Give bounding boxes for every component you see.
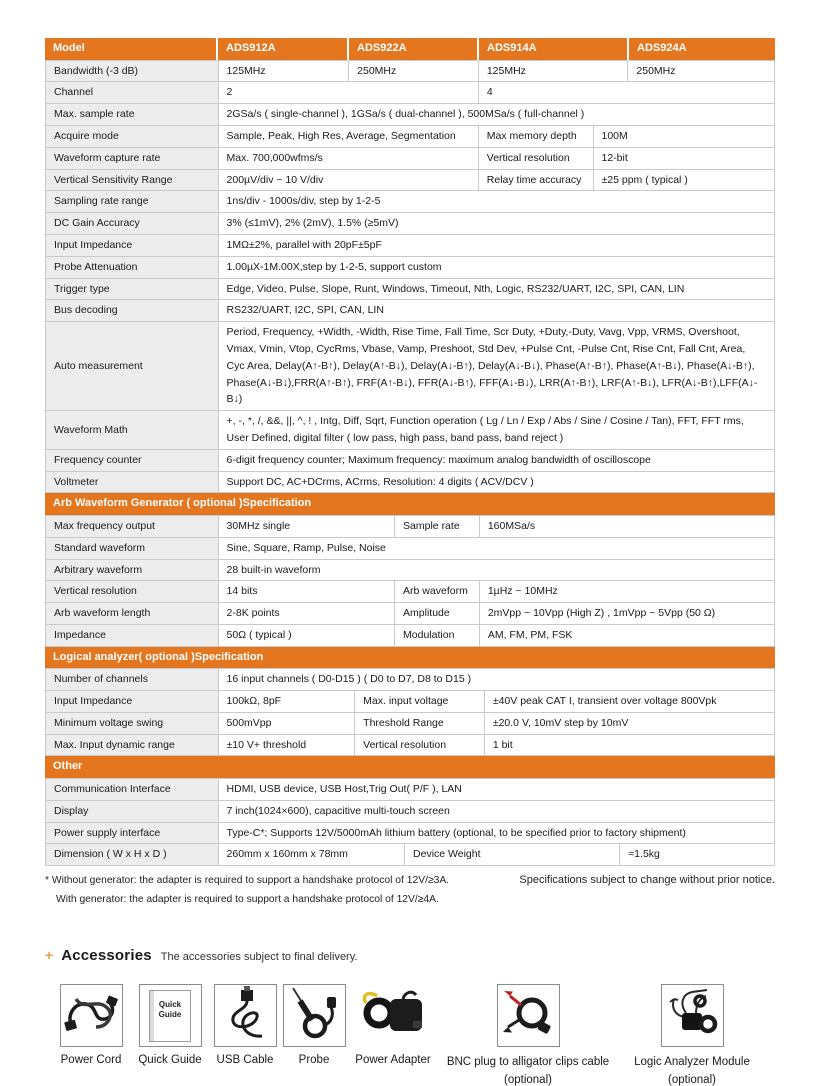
- spec-value: 1.00µX-1M.00X,step by 1-2-5, support custom: [219, 257, 774, 278]
- spec-sub-label: Modulation: [395, 625, 480, 646]
- model-header-cell: Model: [45, 38, 218, 60]
- spec-sub-label: Max memory depth: [479, 126, 594, 147]
- spec-sub-label: Sample rate: [395, 516, 480, 537]
- spec-label: Waveform capture rate: [46, 148, 219, 169]
- spec-value: 250MHz: [349, 61, 479, 82]
- spec-label: Probe Attenuation: [46, 257, 219, 278]
- spec-value: 160MSa/s: [480, 516, 774, 537]
- spec-value: 2mVpp ~ 10Vpp (High Z) , 1mVpp ~ 5Vpp (50 Ω): [480, 603, 774, 624]
- table-row: [46, 516, 774, 538]
- table-row: [46, 625, 774, 647]
- spec-value: ±40V peak CAT I, transient over voltage 800Vpk: [485, 691, 774, 712]
- spec-label: Standard waveform: [46, 538, 219, 559]
- accessories-row: [45, 984, 775, 1085]
- table-row: [46, 148, 774, 170]
- spec-value: 1 bit: [485, 735, 774, 756]
- spec-label: Sampling rate range: [46, 191, 219, 212]
- spec-sub-label: Device Weight: [405, 844, 620, 865]
- accessory-label: Quick Guide: [138, 1054, 202, 1067]
- spec-value: Period, Frequency, +Width, -Width, Rise Time, Fall Time, Scr Duty, +Duty,-Duty, Vavg, Vpp, VRMS, Overshoot, Vmax, Vmin, Vtop, CycRms, Vbase, Vamp, Preshoot, Std Dev, +Pulse Cnt, -Pulse Cnt, Rise Cnt, Fall Cnt, Area, Cyc Area, Delay(A↑-B↑), Delay(A↑-B↓), Delay(A↓-B↑), Delay(A↓-B↓), Phase(A↑-B↑), Phase(A↑-B↓), Phase(A↓-B↑), Phase(A↓-B↓),FRR(A↑-B↑), FRF(A↑-B↓), FFR(A↓-B↑), FFF(A↓-B↓), LRR(A↑-B↑), LRF(A↑-B↓), LFR(A↓-B↑),LFF(A↓-B↓): [219, 322, 774, 410]
- footnote-without-generator: * Without generator: the adapter is required to support a handshake protocol of 12V/≥3A.: [45, 875, 450, 887]
- spec-value: Type-C*; Supports 12V/5000mAh lithium battery (optional, to be specified prior to factory shipment): [219, 823, 774, 844]
- spec-label: Max. sample rate: [46, 104, 219, 125]
- spec-label: Auto measurement: [46, 322, 219, 410]
- table-row: [46, 779, 774, 801]
- spec-value: 16 input channels ( D0-D15 ) ( D0 to D7, D8 to D15 ): [219, 669, 774, 690]
- power-adapter-icon: [358, 987, 428, 1044]
- section-header-row: [45, 756, 775, 779]
- table-row: [46, 257, 774, 279]
- accessories-heading: [45, 947, 775, 964]
- spec-label: Power supply interface: [46, 823, 219, 844]
- table-row: [46, 713, 774, 735]
- spec-label: Max frequency output: [46, 516, 219, 537]
- accessory-optional-note: (optional): [668, 1073, 716, 1086]
- spec-sub-label: Max. input voltage: [355, 691, 485, 712]
- bnc-cable-icon: [501, 986, 555, 1045]
- table-row: [46, 450, 774, 472]
- spec-label: Number of channels: [46, 669, 219, 690]
- table-row: [46, 560, 774, 582]
- table-row: [46, 669, 774, 691]
- spec-value: 28 built-in waveform: [219, 560, 774, 581]
- table-row: [46, 581, 774, 603]
- spec-value: +, -, *, /, &&, ||, ^, ! , Intg, Diff, Sqrt, Function operation ( Lg / Ln / Exp / Abs / Sine / Cosine / Tan), FFT, FFT rms, User Defined, digital filter ( low pass, high pass, band pass, band reject ): [219, 411, 774, 449]
- table-row: [46, 300, 774, 322]
- accessory-image-box: [283, 984, 346, 1047]
- accessories-title: Accessories: [61, 947, 152, 965]
- table-row: [46, 691, 774, 713]
- accessory-label: Power Adapter: [355, 1054, 431, 1067]
- spec-value: 260mm x 160mm x 78mm: [219, 844, 405, 865]
- accessory-optional-note: (optional): [504, 1073, 552, 1086]
- spec-value: 14 bits: [219, 581, 396, 602]
- quick-guide-cover-text: Quick: [158, 999, 182, 1009]
- table-row: [46, 235, 774, 257]
- table-row: [46, 603, 774, 625]
- spec-label: Impedance: [46, 625, 219, 646]
- spec-sub-label: Threshold Range: [355, 713, 485, 734]
- quick-guide-cover-text: Guide: [158, 1009, 182, 1019]
- plus-icon: +: [45, 947, 54, 964]
- spec-value: 7 inch(1024×600), capacitive multi-touch screen: [219, 801, 774, 822]
- spec-sub-label: Relay time accuracy: [479, 170, 594, 191]
- accessory-item-power-cord: [51, 984, 131, 1066]
- table-row: [46, 801, 774, 823]
- spec-value: 6-digit frequency counter; Maximum frequency: maximum analog bandwidth of oscilloscope: [219, 450, 774, 471]
- spec-label: DC Gain Accuracy: [46, 213, 219, 234]
- spec-value: ±25 ppm ( typical ): [594, 170, 775, 191]
- spec-label: Frequency counter: [46, 450, 219, 471]
- spec-value: ±10 V+ threshold: [219, 735, 356, 756]
- accessory-label: USB Cable: [216, 1054, 274, 1067]
- spec-value: 12-bit: [594, 148, 775, 169]
- spec-value: 1MΩ±2%, parallel with 20pF±5pF: [219, 235, 774, 256]
- accessory-image-box: [362, 984, 425, 1047]
- table-row: [46, 126, 774, 148]
- spec-value: 250MHz: [628, 61, 774, 82]
- table-row: [46, 735, 774, 757]
- power-cord-icon: [63, 990, 119, 1041]
- probe-icon: [287, 985, 341, 1046]
- table-row: [46, 823, 774, 845]
- section-title: Logical analyzer( optional )Specification: [45, 647, 775, 669]
- spec-label: Minimum voltage swing: [46, 713, 219, 734]
- spec-label: Channel: [46, 82, 219, 103]
- spec-label: Bus decoding: [46, 300, 219, 321]
- model-header-cell: ADS914A: [479, 38, 629, 60]
- spec-value: RS232/UART, I2C, SPI, CAN, LIN: [219, 300, 774, 321]
- spec-sub-label: Vertical resolution: [355, 735, 485, 756]
- accessory-item-quick-guide: [131, 984, 209, 1066]
- accessory-item-power-adapter: [347, 984, 439, 1066]
- table-row: [46, 411, 774, 450]
- spec-value: Support DC, AC+DCrms, ACrms, Resolution: 4 digits ( ACV/DCV ): [219, 472, 774, 493]
- table-row: [46, 472, 774, 494]
- accessory-image-box: [60, 984, 123, 1047]
- spec-value: 4: [479, 82, 774, 103]
- accessory-item-bnc-cable: [439, 984, 617, 1085]
- spec-label: Arb waveform length: [46, 603, 219, 624]
- footnotes: [45, 874, 775, 905]
- spec-value: 1ns/div - 1000s/div, step by 1-2-5: [219, 191, 774, 212]
- spec-label: Voltmeter: [46, 472, 219, 493]
- table-row: [46, 538, 774, 560]
- table-row: [46, 104, 774, 126]
- spec-label: Display: [46, 801, 219, 822]
- spec-value: 100M: [594, 126, 775, 147]
- spec-sub-label: Vertical resolution: [479, 148, 594, 169]
- spec-sub-label: Arb waveform: [395, 581, 480, 602]
- logic-analyzer-icon: [665, 986, 719, 1045]
- accessory-label: Probe: [298, 1054, 330, 1067]
- accessory-item-logic-analyzer: [617, 984, 767, 1085]
- spec-value: 2GSa/s ( single-channel ), 1GSa/s ( dual-channel ), 500MSa/s ( full-channel ): [219, 104, 774, 125]
- spec-value: 125MHz: [479, 61, 629, 82]
- accessory-image-box: [214, 984, 277, 1047]
- spec-label: Input Impedance: [46, 235, 219, 256]
- table-row: [46, 279, 774, 301]
- accessories-subtitle: The accessories subject to final delivery.: [160, 951, 358, 964]
- spec-value: 30MHz single: [219, 516, 396, 537]
- section-title: Other: [45, 756, 775, 778]
- section-header-row: [45, 493, 775, 516]
- model-header-cell: ADS922A: [349, 38, 479, 60]
- spec-table: [45, 38, 775, 866]
- spec-label: Vertical Sensitivity Range: [46, 170, 219, 191]
- spec-label: Max. Input dynamic range: [46, 735, 219, 756]
- spec-value: HDMI, USB device, USB Host,Trig Out( P/F ), LAN: [219, 779, 774, 800]
- model-header-cell: ADS924A: [629, 38, 775, 60]
- spec-value: 3% (≤1mV), 2% (2mV), 1.5% (≥5mV): [219, 213, 774, 234]
- spec-value: 500mVpp: [219, 713, 356, 734]
- quick-guide-icon: [149, 990, 191, 1042]
- usb-cable-icon: [220, 986, 270, 1045]
- spec-value: ≈1.5kg: [620, 844, 774, 865]
- spec-change-notice: Specifications subject to change without prior notice.: [519, 874, 775, 887]
- spec-value: 1µHz ~ 10MHz: [480, 581, 774, 602]
- accessory-image-box: [139, 984, 202, 1047]
- table-header-row: [45, 38, 775, 61]
- model-header-cell: ADS912A: [218, 38, 349, 60]
- accessory-image-box: [661, 984, 724, 1047]
- spec-value: 200µV/div ~ 10 V/div: [219, 170, 479, 191]
- table-row: [46, 191, 774, 213]
- spec-label: Dimension ( W x H x D ): [46, 844, 219, 865]
- table-row: [46, 82, 774, 104]
- spec-label: Bandwidth (-3 dB): [46, 61, 219, 82]
- spec-value: Max. 700,000wfms/s: [219, 148, 479, 169]
- spec-sub-label: Amplitude: [395, 603, 480, 624]
- accessory-label: Logic Analyzer Module: [634, 1056, 750, 1069]
- spec-label: Input Impedance: [46, 691, 219, 712]
- spec-label: Arbitrary waveform: [46, 560, 219, 581]
- table-row: [46, 213, 774, 235]
- accessory-item-usb-cable: [209, 984, 281, 1066]
- spec-value: 125MHz: [219, 61, 350, 82]
- section-title: Arb Waveform Generator ( optional )Specification: [45, 493, 775, 515]
- spec-value: Sine, Square, Ramp, Pulse, Noise: [219, 538, 774, 559]
- spec-label: Trigger type: [46, 279, 219, 300]
- table-row: [46, 61, 774, 83]
- spec-value: AM, FM, PM, FSK: [480, 625, 774, 646]
- footnote-with-generator: With generator: the adapter is required to support a handshake protocol of 12V/≥4A.: [56, 894, 439, 906]
- spec-label: Acquire mode: [46, 126, 219, 147]
- section-header-row: [45, 647, 775, 670]
- spec-label: Waveform Math: [46, 411, 219, 449]
- spec-value: 2: [219, 82, 479, 103]
- spec-value: 50Ω ( typical ): [219, 625, 396, 646]
- spec-value: Sample, Peak, High Res, Average, Segmentation: [219, 126, 479, 147]
- table-row: [46, 322, 774, 411]
- accessory-item-probe: [281, 984, 347, 1066]
- table-row: [46, 844, 774, 865]
- accessory-label: BNC plug to alligator clips cable: [446, 1056, 610, 1069]
- spec-label: Vertical resolution: [46, 581, 219, 602]
- accessory-image-box: [497, 984, 560, 1047]
- spec-value: ±20.0 V, 10mV step by 10mV: [485, 713, 774, 734]
- spec-label: Communication Interface: [46, 779, 219, 800]
- spec-value: Edge, Video, Pulse, Slope, Runt, Windows, Timeout, Nth, Logic, RS232/UART, I2C, SPI, CAN, LIN: [219, 279, 774, 300]
- spec-value: 100kΩ, 8pF: [219, 691, 356, 712]
- accessory-label: Power Cord: [60, 1054, 122, 1067]
- table-row: [46, 170, 774, 192]
- spec-value: 2-8K points: [219, 603, 396, 624]
